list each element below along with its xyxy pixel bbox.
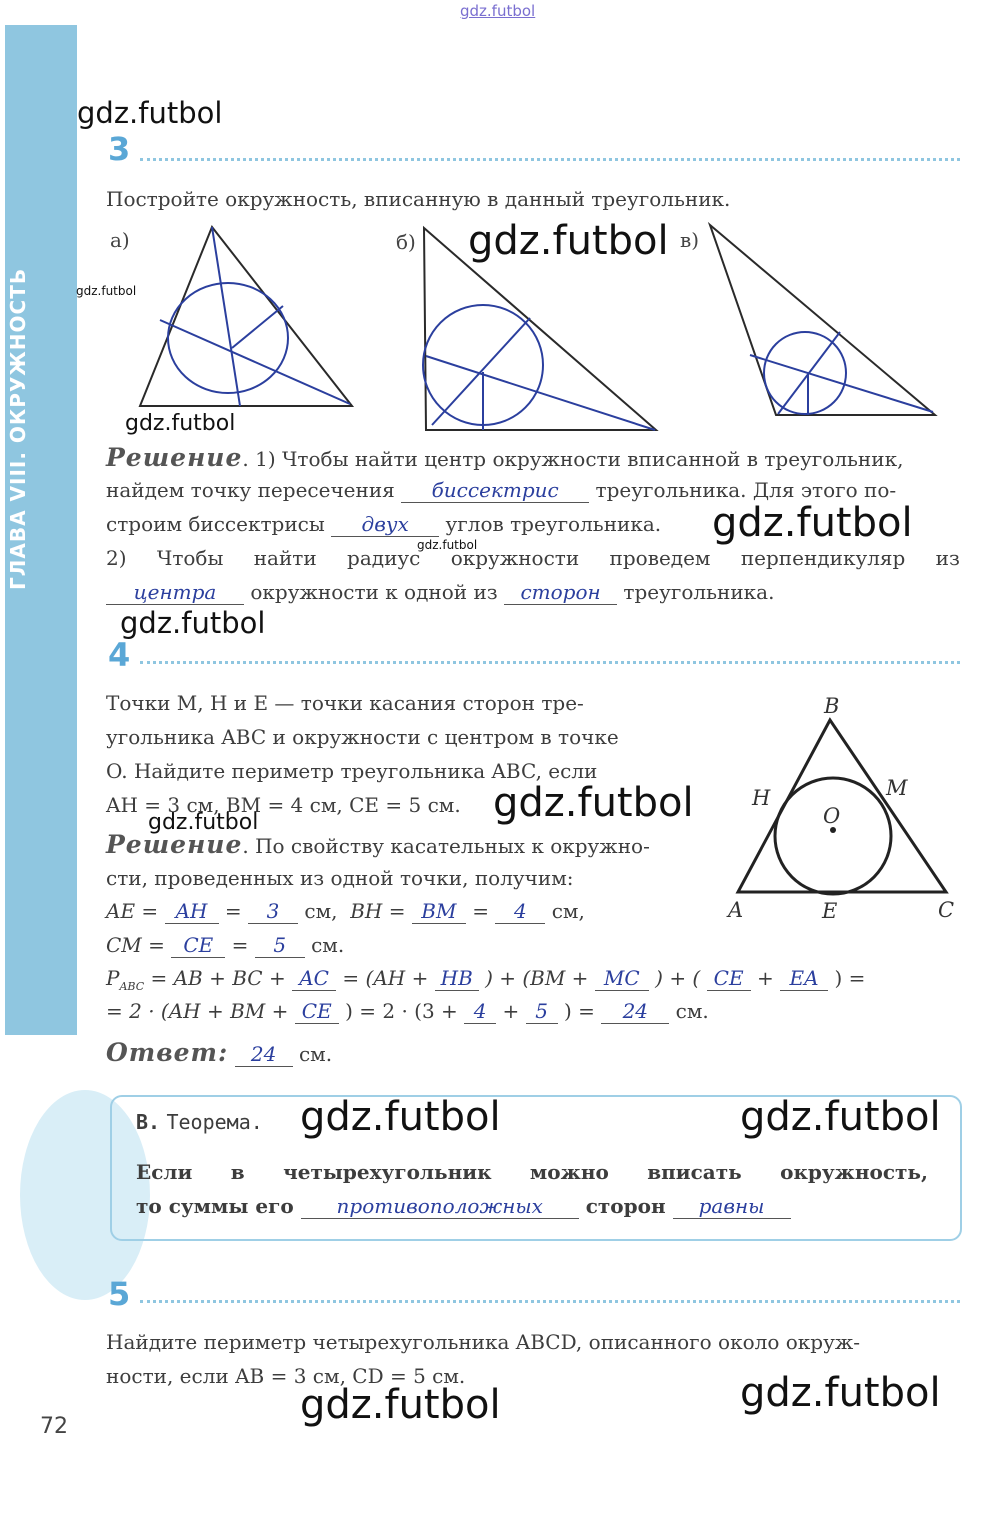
watermark: gdz.futbol: [125, 411, 236, 436]
point-label-h: H: [752, 786, 771, 810]
filled-answer: сторон: [504, 580, 617, 605]
solution-line-5: центра окружности к одной из сторон треугольника.: [106, 580, 774, 605]
task-text-line: Точки M, H и E — точки касания сторон тре-: [106, 691, 584, 715]
task-prompt: Постройте окружность, вписанную в данный треугольник.: [106, 187, 731, 211]
solution-line-1: Решение. 1) Чтобы найти центр окружности вписанной в треугольник,: [106, 443, 904, 472]
task-text-line: O. Найдите периметр треугольника ABC, если: [106, 759, 598, 783]
task-number: 4: [108, 636, 131, 674]
watermark: gdz.futbol: [740, 1370, 941, 1416]
triangles-figure: [0, 0, 1000, 440]
theorem-line-1: Если в четырехугольник можно вписать окружность,: [136, 1160, 928, 1184]
solution-line: Решение. По свойству касательных к окружно-: [106, 830, 650, 859]
watermark: gdz.futbol: [300, 1382, 501, 1428]
watermark: gdz.futbol: [148, 810, 259, 835]
filled-answer: центра: [106, 580, 244, 605]
chapter-title: ГЛАВА VIII. ОКРУЖНОСТЬ: [6, 267, 30, 590]
task-text-line: AH = 3 см, BM = 4 см, CE = 5 см.: [106, 793, 461, 817]
theorem-line-2: то суммы его противоположных сторон равны: [136, 1194, 791, 1219]
figure-label-a: а): [110, 228, 130, 252]
solution-line-2: найдем точку пересечения биссектрис треугольника. Для этого по-: [106, 478, 897, 502]
watermark: gdz.futbol: [740, 1094, 941, 1140]
point-label-b: B: [824, 694, 840, 718]
point-label-o: O: [823, 804, 841, 828]
task-number: 5: [108, 1275, 131, 1313]
filled-answer: биссектрис: [401, 478, 589, 503]
point-label-a: A: [728, 898, 744, 922]
watermark: gdz.futbol: [417, 538, 478, 552]
watermark: gdz.futbol: [468, 218, 669, 264]
watermark: gdz.futbol: [493, 780, 694, 826]
point-label-e: E: [822, 899, 838, 923]
task-text-line: угольника ABC и окружности с центром в точке: [106, 725, 619, 749]
point-label-m: M: [886, 776, 908, 800]
task-text-line: Найдите периметр четырехугольника ABCD, описанного около окруж-: [106, 1330, 861, 1354]
filled-answer: двух: [331, 512, 439, 537]
watermark: gdz.futbol: [76, 284, 137, 298]
page-number: 72: [40, 1414, 68, 1439]
watermark: gdz.futbol: [120, 606, 266, 640]
watermark: gdz.futbol: [712, 500, 913, 546]
equation-line: AE = AH = 3 см, BH = BM = 4 см,: [106, 899, 585, 923]
solution-line-4: 2) Чтобы найти радиус окружности проведем перпендикуляр из: [106, 546, 960, 570]
solution-line-3: строим биссектрисы двух углов треугольника.: [106, 512, 662, 536]
equation-line: CM = CE = 5 см.: [106, 933, 345, 957]
perimeter-equation: = 2 · (AH + BM + CE ) = 2 · (3 + 4 + 5 ) = 24 см.: [106, 999, 709, 1023]
answer-line: Ответ: 24 см.: [106, 1038, 333, 1067]
watermark-top: gdz.futbol: [460, 2, 536, 20]
dotted-rule: [140, 661, 960, 664]
theorem-title: В. Теорема.: [136, 1110, 263, 1134]
figure-label-b: б): [396, 230, 416, 254]
point-label-c: C: [938, 898, 955, 922]
dotted-rule: [140, 1300, 960, 1303]
perimeter-equation: $P_{ABC}$ = AB + BC + AC = (AH + HB ) + (BM + MC ) + ( CE + EA ) =: [106, 966, 866, 993]
task-text-line: ности, если AB = 3 см, CD = 5 см.: [106, 1364, 466, 1388]
watermark: gdz.futbol: [300, 1094, 501, 1140]
solution-line: сти, проведенных из одной точки, получим:: [106, 866, 574, 890]
task-number: 3: [108, 130, 131, 168]
watermark: gdz.futbol: [77, 96, 223, 130]
figure-label-c: в): [680, 228, 700, 252]
